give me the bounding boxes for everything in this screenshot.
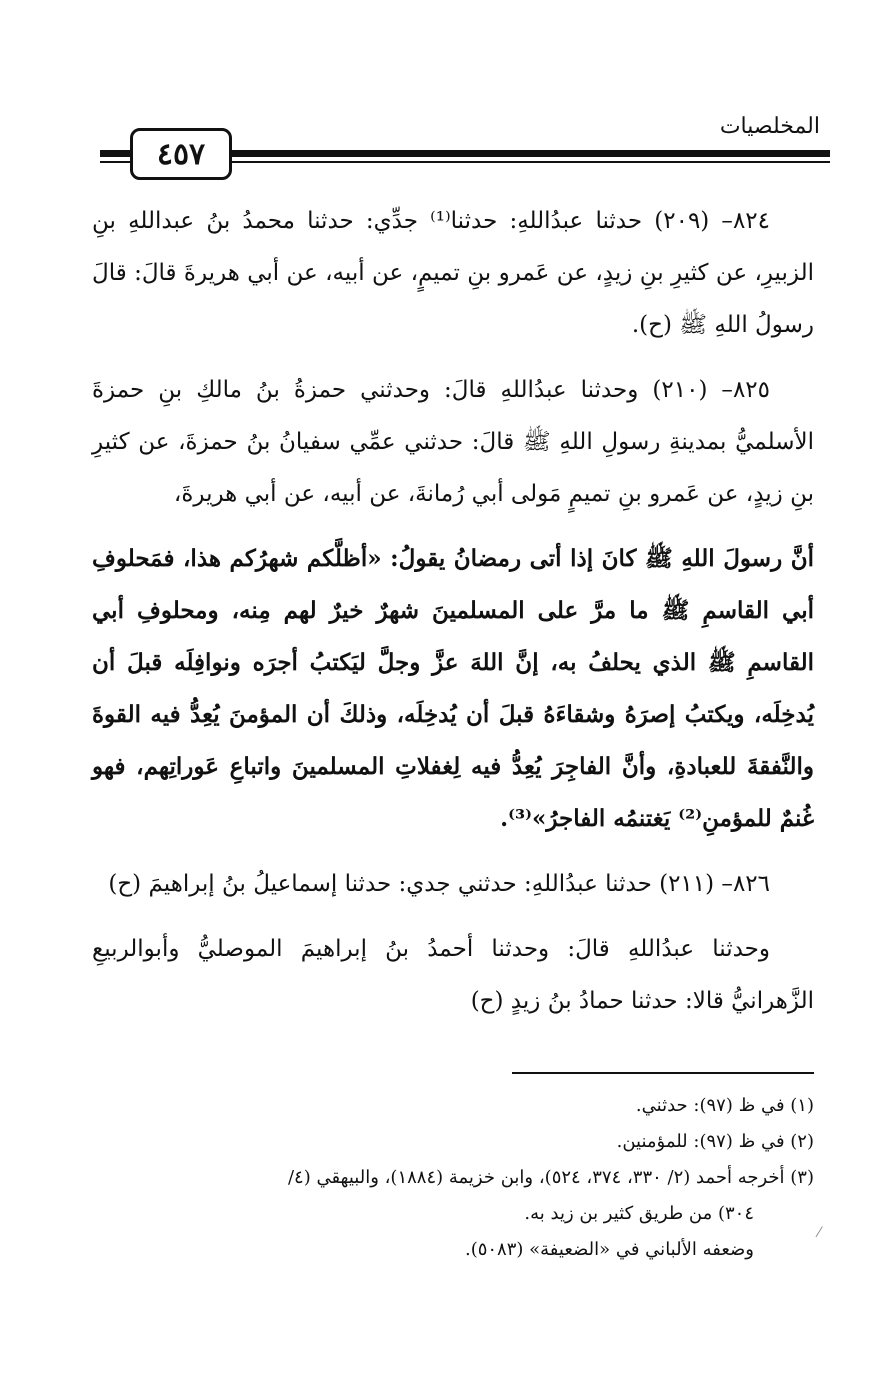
hadith-826: ٨٢٦– (٢١١) حدثنا عبدُاللهِ: حدثني جدي: حدثنا إسماعيلُ بنُ إبراهيمَ (ح) xyxy=(108,871,770,897)
page-header xyxy=(100,112,830,182)
scan-artifact: ⁄ xyxy=(818,1225,821,1241)
footnote-2: (٢) في ظ (٩٧): للمؤمنين. xyxy=(616,1131,814,1152)
footnote-3-grading: وضعفه الألباني في «الضعيفة» (٥٠٨٣). xyxy=(464,1239,754,1260)
hadith-826-chain: وحدثنا عبدُاللهِ قالَ: وحدثنا أحمدُ بنُ إبراهيمَ الموصليُّ وأبوالربيعِ الزَّهرانيُّ قالا: حدثنا حمادُ بنُ زيدٍ (ح) xyxy=(92,936,814,1014)
footnote-separator xyxy=(512,1072,814,1074)
hadith-825: ٨٢٥– (٢١٠) وحدثنا عبدُاللهِ قالَ: وحدثني حمزةُ بنُ مالكِ بنِ حمزةَ الأسلميُّ بمدينةِ رسولِ اللهِ ﷺ قالَ: حدثني عمِّي سفيانُ بنُ حمزةَ، عن كثيرِ بنِ زيدٍ، عن عَمرو بنِ تميمٍ مَولى أبي رُمانةَ، عن أبيه، عن أبي هريرةَ، xyxy=(92,377,814,507)
footnote-3-continued: ٣٠٤) من طريق كثير بن زيد به. xyxy=(524,1203,754,1224)
running-title: المخلصيات xyxy=(719,114,820,139)
footnote-1: (١) في ظ (٩٧): حدثني. xyxy=(635,1095,814,1116)
footnote-3: (٣) أخرجه أحمد (٢/ ٣٣٠، ٣٧٤، ٥٢٤)، وابن خزيمة (١٨٨٤)، والبيهقي (٤/ xyxy=(287,1167,814,1188)
hadith-824: ٨٢٤– (٢٠٩) حدثنا عبدُاللهِ: حدثنا⁽¹⁾ جدِّي: حدثنا محمدُ بنُ عبداللهِ بنِ الزبيرِ، عن كثيرِ بنِ زيدٍ، عن عَمرو بنِ تميمٍ، عن أبيه، عن أبي هريرةَ قالَ: قالَ رسولُ اللهِ ﷺ (ح). xyxy=(92,208,814,338)
page-number: ٤٥٧ xyxy=(130,128,232,180)
hadith-825-matn: أنَّ رسولَ اللهِ ﷺ كانَ إذا أتى رمضانُ يقولُ: «أظلَّكم شهرُكم هذا، فمَحلوفِ أبي القاسمِ ﷺ ما مرَّ على المسلمينَ شهرٌ خيرٌ لهم مِنه، ومحلوفِ أبي القاسمِ ﷺ الذي يحلفُ به، إنَّ اللهَ عزَّ وجلَّ ليَكتبُ أجرَه ونوافِلَه قبلَ أن يُدخِلَه، ويكتبُ إصرَهُ وشقاءَهُ قبلَ أن يُدخِلَه، وذلكَ أن المؤمنَ يُعِدُّ فيه القوةَ والنَّفقةَ للعبادةِ، وأنَّ الفاجِرَ يُعِدُّ فيه لِغفلاتِ المسلمينَ واتباعِ عَوراتِهم، فهو غُنمٌ للمؤمنِ⁽²⁾ يَغتنمُه الفاجرُ»⁽³⁾. xyxy=(92,545,814,832)
footnotes xyxy=(100,1088,814,1268)
main-text xyxy=(92,195,814,1040)
